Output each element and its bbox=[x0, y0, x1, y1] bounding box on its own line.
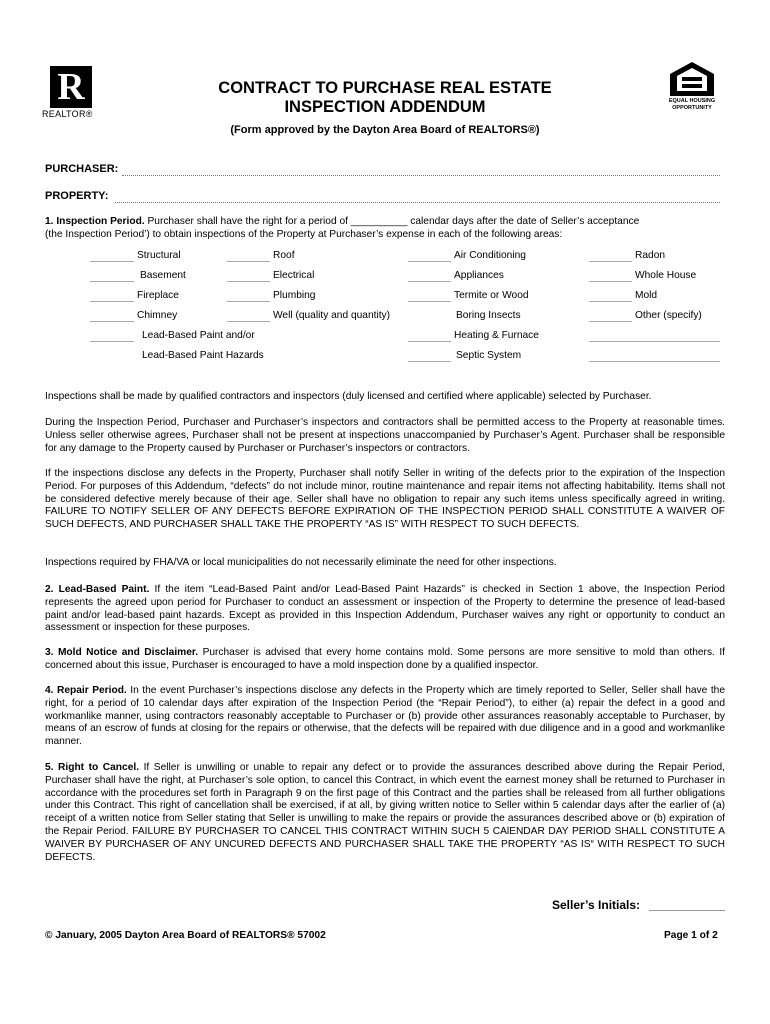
equal-housing-text: EQUAL HOUSING bbox=[668, 98, 716, 104]
area-termite: Termite or Wood bbox=[454, 290, 529, 301]
termite-blank[interactable] bbox=[408, 301, 451, 302]
septic-blank[interactable] bbox=[408, 361, 451, 362]
page-number: Page 1 of 2 bbox=[664, 930, 718, 941]
sellers-initials-field[interactable] bbox=[649, 910, 725, 911]
other-specify-line-2[interactable] bbox=[589, 361, 720, 362]
roof-blank[interactable] bbox=[227, 261, 270, 262]
form-approval-note: (Form approved by the Dayton Area Board of REALTORS®) bbox=[230, 124, 540, 136]
area-mold: Mold bbox=[635, 290, 658, 301]
plumbing-blank[interactable] bbox=[227, 301, 270, 302]
section1-line1 bbox=[45, 216, 725, 229]
area-heating: Heating & Furnace bbox=[454, 330, 539, 341]
area-lead-paint: Lead-Based Paint and/or bbox=[142, 330, 255, 341]
repair-period-section bbox=[45, 685, 725, 749]
qualified-inspectors-paragraph: Inspections shall be made by qualified contractors and inspectors (duly licensed and certified where applicable) selected by Purchaser. bbox=[45, 391, 652, 402]
fireplace-blank[interactable] bbox=[90, 301, 134, 302]
area-plumbing: Plumbing bbox=[273, 290, 316, 301]
section3-heading: 3. Mold Notice and Disclaimer. bbox=[45, 647, 199, 658]
heating-blank[interactable] bbox=[408, 341, 451, 342]
section1-text-b: (the Inspection Period’) to obtain inspections of the Property at Purchaser’s expense in each of the following areas: bbox=[45, 229, 563, 240]
area-chimney: Chimney bbox=[137, 310, 178, 321]
section2-heading: 2. Lead-Based Paint. bbox=[45, 584, 150, 595]
realtor-wordmark: REALTOR® bbox=[42, 109, 93, 119]
opportunity-text: OPPORTUNITY bbox=[672, 105, 712, 111]
document-subtitle-title: INSPECTION ADDENDUM bbox=[284, 98, 486, 116]
section5-heading: 5. Right to Cancel. bbox=[45, 762, 140, 773]
section1-text-a: Purchaser shall have the right for a period of __________ calendar days after the date of Seller’s acceptance bbox=[147, 216, 640, 227]
purchaser-field[interactable] bbox=[122, 175, 720, 176]
whole-house-blank[interactable] bbox=[589, 281, 632, 282]
area-whole-house: Whole House bbox=[635, 270, 697, 281]
area-structural: Structural bbox=[137, 250, 181, 261]
section4-text: In the event Purchaser’s inspections disclose any defects in the Property which are timely reported to Seller, Seller shall have the right, for a period of 10 calendar days after expiration of the Inspection Period (the “Repair Period”), to either (a) repair the defect in a good and workmanlike manner, using contractors reasonably acceptable to Purchaser or (b) provide other assurances reasonably acceptable to Purchaser, by means of an escrow of funds at closing for the repairs or otherwise, that the defects will be repaired with due diligence and in a good and workmanlike manner. bbox=[45, 685, 725, 748]
lead-paint-blank[interactable] bbox=[90, 341, 134, 342]
other-blank[interactable] bbox=[589, 321, 632, 322]
section2-text: If the item “Lead-Based Paint and/or Lead-Based Paint Hazards” is checked in Section 1 above, the Inspection Period represents the agreed upon period for Purchaser to conduct an assessment or inspection of the Property to determine the presence of lead-based paint and/or lead-based paint hazards. Except as provided in this Inspection Addendum, Purchaser waives any right or opportunity to conduct an assessment or inspection for these purposes. bbox=[45, 584, 725, 634]
lead-based-paint-section bbox=[45, 584, 725, 635]
section1-heading: 1. Inspection Period. bbox=[45, 216, 145, 227]
area-radon: Radon bbox=[635, 250, 666, 261]
area-lead-hazards: Lead-Based Paint Hazards bbox=[142, 350, 264, 361]
mold-blank[interactable] bbox=[589, 301, 632, 302]
mold-notice-section bbox=[45, 647, 725, 673]
air-conditioning-blank[interactable] bbox=[408, 261, 451, 262]
area-electrical: Electrical bbox=[273, 270, 315, 281]
document-title: CONTRACT TO PURCHASE REAL ESTATE bbox=[218, 79, 552, 97]
access-paragraph: During the Inspection Period, Purchaser and Purchaser’s inspectors and contractors shall be permitted access to the Property at reasonable times. Unless seller otherwise agrees, Purchaser shall not be present at inspections unaccompanied by Purchaser’s Agent. Purchaser shall be responsible for any damage to the Property caused by Purchaser or Purchaser’s inspectors or contractors. bbox=[45, 417, 725, 454]
area-fireplace: Fireplace bbox=[137, 290, 179, 301]
section3-text: Purchaser is advised that every home contains mold. Some persons are more sensitive to mold than others. If concerned about this issue, Purchaser is encouraged to have a mold inspection done by a qualified inspector. bbox=[45, 647, 725, 671]
electrical-blank[interactable] bbox=[227, 281, 270, 282]
property-field[interactable] bbox=[115, 202, 720, 203]
chimney-blank[interactable] bbox=[90, 321, 134, 322]
area-septic: Septic System bbox=[456, 350, 522, 361]
sellers-initials-label: Seller’s Initials: bbox=[552, 898, 641, 912]
other-specify-line-1[interactable] bbox=[589, 341, 720, 342]
area-roof: Roof bbox=[273, 250, 295, 261]
section5-text: If Seller is unwilling or unable to repair any defect or to provide the assurances described above during the Repair Period, Purchaser shall have the right, at Purchaser’s sole option, to cancel this Contract, in which event the earnest money shall be returned to Purchaser in accordance with the procedures set forth in Paragraph 9 on the first page of this Contract and the parties shall be released from all further obligations under this Contract. This right of cancellation shall be exercised, if at all, by giving written notice to Seller within 5 calendar days after the earlier of (a) receipt of a written notice from Seller stating that Seller is unwilling to make the repairs or provide the assurances described above or (b) expiration of the Repair Period. FAILURE BY PURCHASER TO CANCEL THIS CONTRACT WITHIN SUCH 5 CAlENDAR DAY PERIOD SHALL CONSTITUTE A WAIVER BY PURCHASER OF ANY UNCURED DEFECTS AND PURCHASER SHALL TAKE THE PROPERTY “AS IS“ WITH RESPECT TO SUCH DEFECTS. bbox=[45, 762, 725, 863]
area-basement: Basement bbox=[140, 270, 186, 281]
basement-blank[interactable] bbox=[90, 281, 134, 282]
appliances-blank[interactable] bbox=[408, 281, 451, 282]
area-well: Well (quality and quantity) bbox=[273, 310, 391, 321]
radon-blank[interactable] bbox=[589, 261, 632, 262]
area-other: Other (specify) bbox=[635, 310, 702, 321]
structural-blank[interactable] bbox=[90, 261, 134, 262]
right-to-cancel-section bbox=[45, 762, 725, 864]
defects-paragraph: If the inspections disclose any defects in the Property, Purchaser shall notify Seller in writing of the defects prior to the expiration of the Inspection Period. For purposes of this Addendum, “defects” do not include minor, routine maintenance and repair items not affecting habitability. Items shall not be considered defective merely because of their age. Seller shall have no obligation to repair any such items unless specifically agreed in writing. FAILURE TO NOTIFY SELLER OF ANY DEFECTS BEFORE EXPIRATION OF THE INSPECTION PERIOD SHALL CONSTITUTE A WAIVER OF SUCH DEFECTS, AND PURCHASER SHALL TAKE THE PROPERTY “AS IS” WITH RESPECT TO SUCH DEFECTS. bbox=[45, 468, 725, 531]
fha-paragraph: Inspections required by FHA/VA or local municipalities do not necessarily eliminate the need for other inspections. bbox=[45, 557, 557, 568]
copyright-footer: © January, 2005 Dayton Area Board of REALTORS® 57002 bbox=[45, 930, 326, 941]
section4-heading: 4. Repair Period. bbox=[45, 685, 127, 696]
well-blank[interactable] bbox=[227, 321, 270, 322]
purchaser-label: PURCHASER: bbox=[45, 163, 119, 175]
property-label: PROPERTY: bbox=[45, 190, 109, 202]
area-appliances: Appliances bbox=[454, 270, 504, 281]
area-boring-insects: Boring Insects bbox=[456, 310, 521, 321]
realtor-letter: R bbox=[57, 66, 85, 108]
area-air-conditioning: Air Conditioning bbox=[454, 250, 526, 261]
